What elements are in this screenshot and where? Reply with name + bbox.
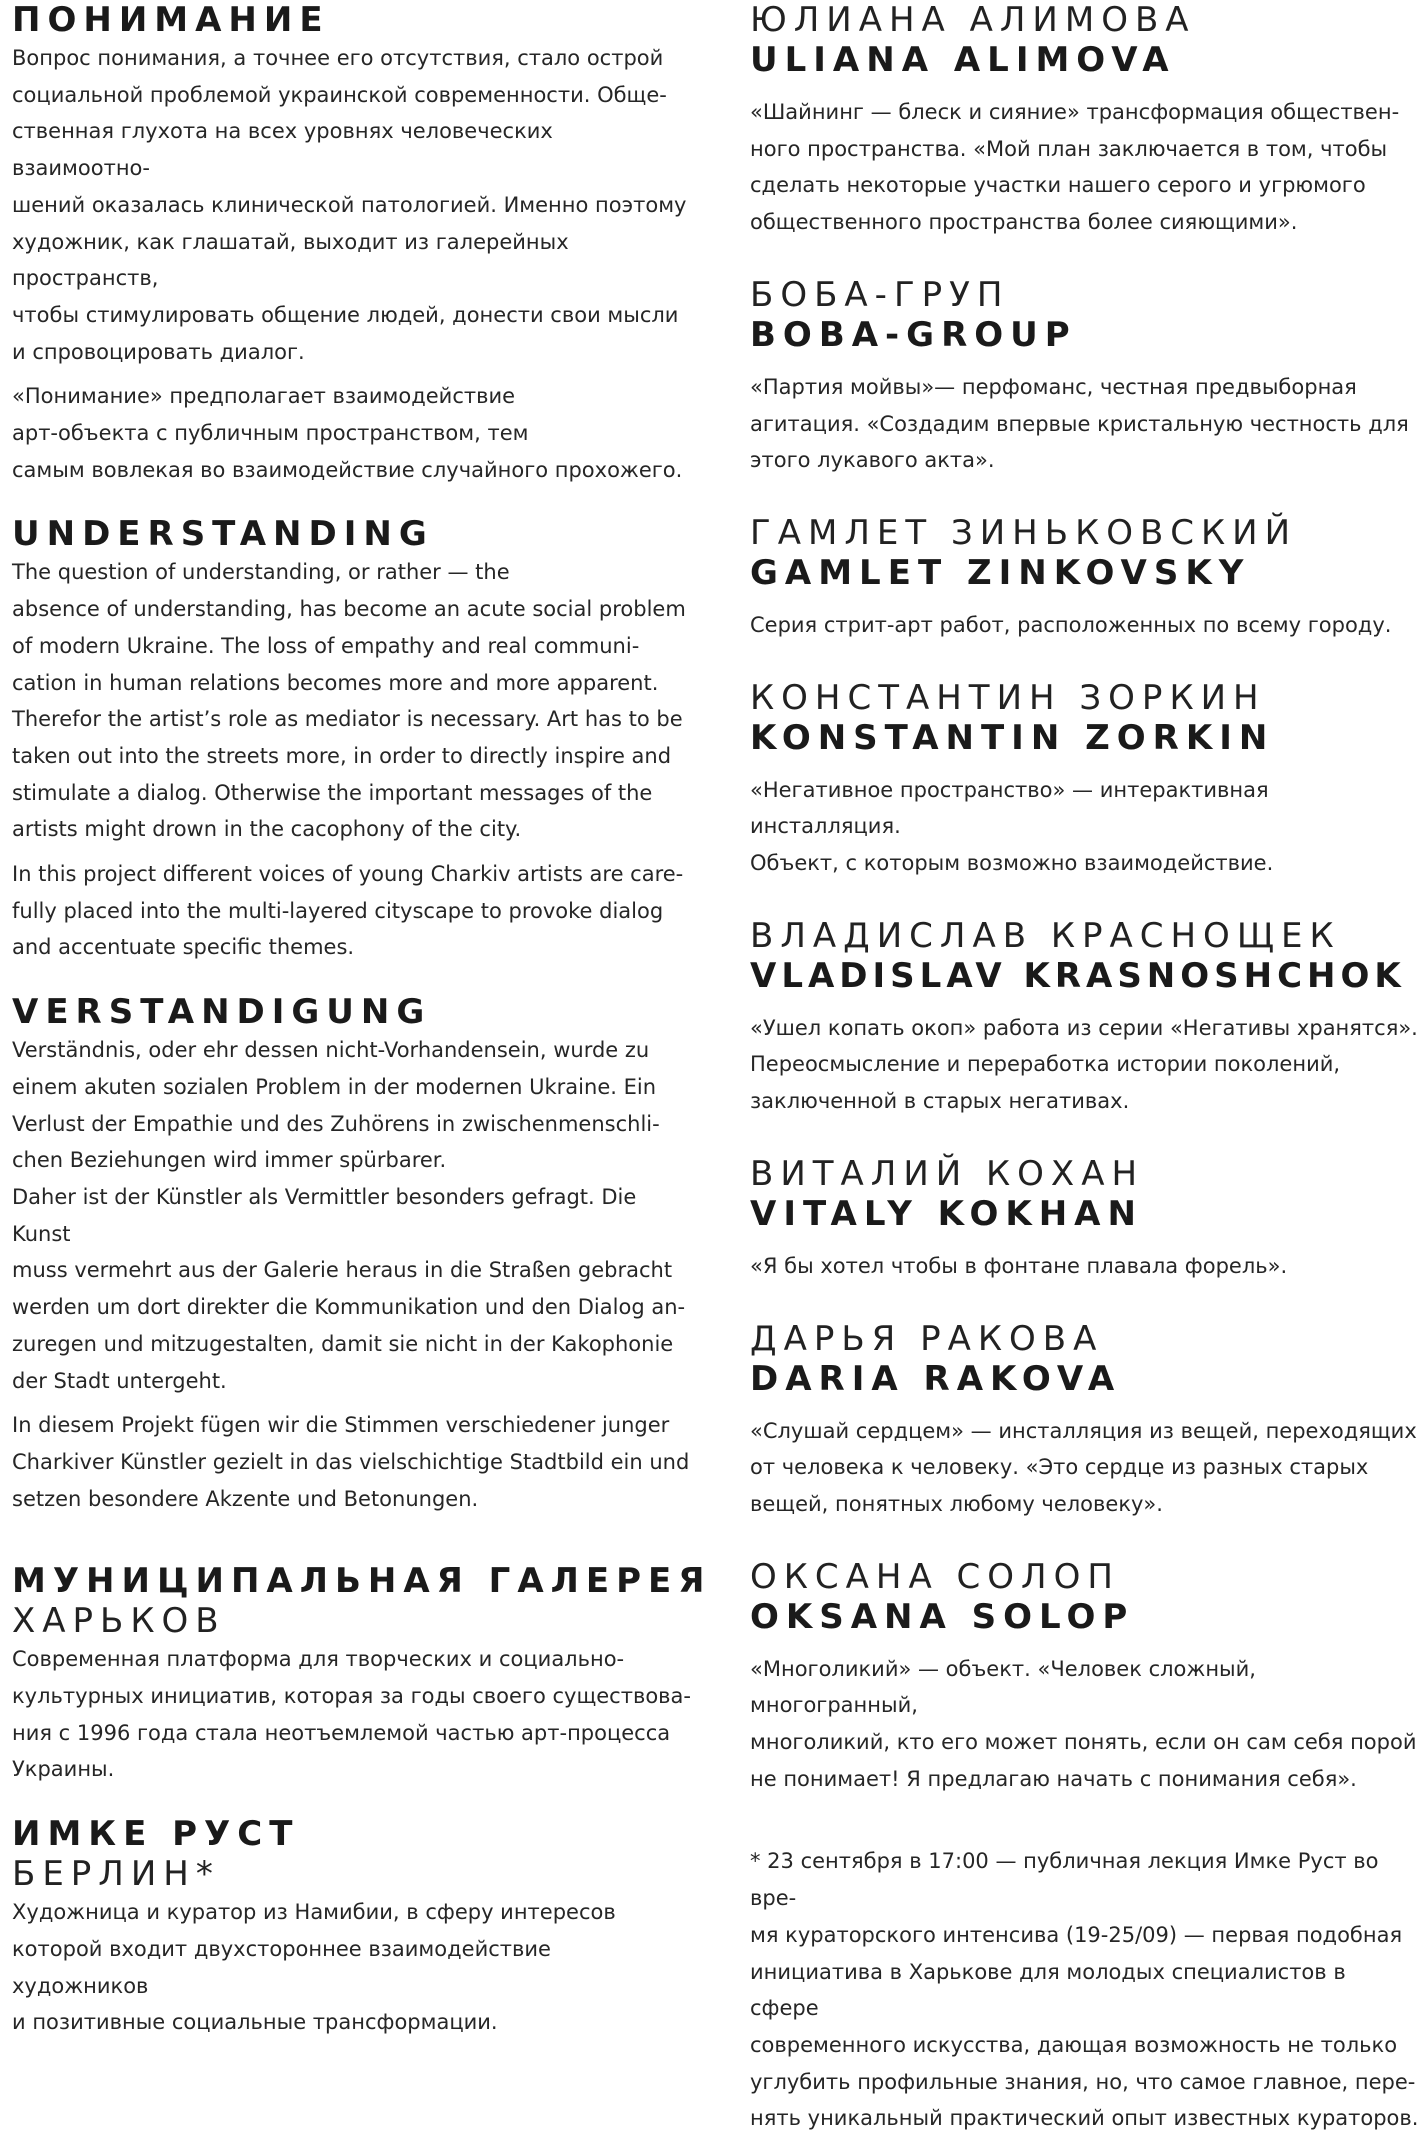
artist-name-ru: ВИТАЛИЙ КОХАН [750,1153,1145,1194]
artist-entry [750,1154,1420,1285]
artist-name-en: DARIA RAKOVA [750,1358,1122,1399]
paragraph: In this project different voices of young Charkiv artists are care- fully placed into the multi-layered cityscape to provoke dialog and accentuate specific themes. [12,862,684,960]
paragraph: The question of understanding, or rather — the absence of understanding, has become an acute social problem of modern Ukraine. The loss of empathy and real communi- cation in human relations becomes more and more apparent. Therefor the artist’s role as mediator is necessary. Art has to be taken out into the streets more, in order to directly inspire and stimulate a dialog. Otherwise the important messages of the artists might drown in the cacophony of the city. [12,560,686,842]
section-understanding-ru [12,0,692,488]
curator-name: ИМКЕ РУСТ [12,1814,300,1855]
artist-name-ru: ДАРЬЯ РАКОВА [750,1318,1104,1359]
artist-description: «Шайнинг — блеск и сияние» трансформация обществен- ного пространства. «Мой план заключается в том, чтобы сделать некоторые участки нашего серого и угрюмого общественного пространства более сияющими». [750,100,1400,235]
curator-text: Художница и куратор из Намибии, в сферу интересов которой входит двухстороннее взаимодействие художников и позитивные социальные трансформации. [12,1900,616,2035]
artist-description: «Партия мойвы»— перфоманс, честная предвыборная агитация. «Создадим впервые кристальную честность для этого лукавого акта». [750,374,1409,473]
gallery-title: МУНИЦИПАЛЬНАЯ ГАЛЕРЕЯ [12,1561,712,1602]
artist-description: «Негативное пространство» — интерактивная инсталляция. Объект, с которым возможно взаимодействие. [750,777,1274,876]
artist-entry [750,1557,1420,1798]
artist-description: «Многоликий» — объект. «Человек сложный, многогранный, многоликий, кто его может понять, если он сам себя порой не понимает! Я предлагаю начать с понимания себя». [750,1656,1417,1791]
paragraph: «Понимание» предполагает взаимодействие арт-объекта с публичным пространством, тем самым вовлекая во взаимодействие случайного прохожего. [12,384,683,482]
artist-name-ru: ГАМЛЕТ ЗИНЬКОВСКИЙ [750,512,1298,553]
section-curator [12,1814,692,2041]
left-column [12,0,712,2067]
artist-entry [750,916,1420,1120]
paragraph: Verständnis, oder ehr dessen nicht-Vorhandensein, wurde zu einem akuten sozialen Problem in der modernen Ukraine. Ein Verlust der Empathie und des Zuhörens in zwischenmenschli- chen Beziehungen wird immer spürbarer. Daher ist der Künstler als Vermittler besonders gefragt. Die Kunst muss vermehrt aus der Galerie heraus in die Straßen gebracht werden um dort direkter die Kommunikation und den Dialog an- zuregen und mitzugestalten, damit sie nicht in der Kakophonie der Stadt untergeht. [12,1038,686,1393]
gallery-text: Современная платформа для творческих и социально- культурных инициатив, которая за годы своего существова- ния с 1996 года стала неотъемлемой частью арт-процесса Украины. [12,1647,691,1782]
artist-description: «Слушай сердцем» — инсталляция из вещей, переходящих от человека к человеку. «Это сердце из разных старых вещей, понятных любому человеку». [750,1418,1417,1516]
curator-city: БЕРЛИН* [12,1854,220,1895]
section-title: ПОНИМАНИЕ [12,0,330,40]
artist-entry [750,275,1420,479]
artist-name-en: OKSANA SOLOP [750,1596,1135,1637]
artist-name-ru: БОБА-ГРУП [750,274,1010,315]
gallery-city: ХАРЬКОВ [12,1601,226,1642]
section-title: VERSTANDIGUNG [12,992,432,1033]
artist-name-en: VITALY KOKHAN [750,1193,1143,1234]
artist-name-en: ULIANA ALIMOVA [750,40,1176,80]
artist-name-en: KONSTANTIN ZORKIN [750,717,1275,758]
artist-entry [750,513,1420,644]
artist-name-en: BOBA-GROUP [750,314,1077,355]
right-column [750,0,1420,2137]
artist-description: «Ушел копать окоп» работа из серии «Негативы хранятся». Переосмысление и переработка истории поколений, заключенной в старых негативах. [750,1015,1418,1114]
artist-name-en: VLADISLAV KRASNOSHCHOK [750,955,1406,996]
artist-description: Серия стрит-арт работ, расположенных по всему городу. [750,612,1392,637]
paragraph: Вопрос понимания, а точнее его отсутствия, стало острой социальной проблемой украинской современности. Обще- ственная глухота на всех уровнях человеческих взаимоотно- шений оказалась клинической патологией. Именно поэтому художник, как глашатай, выходит из галерейных пространств, чтобы стимулировать общение людей, донести свои мысли и спровоцировать диалог. [12,46,687,364]
artist-name-ru: ВЛАДИСЛАВ КРАСНОЩЕК [750,915,1341,956]
section-gallery [12,1561,712,1788]
paragraph: In diesem Projekt fügen wir die Stimmen verschiedener junger Charkiver Künstler gezielt in das vielschichtige Stadtbild ein und setzen besondere Akzente und Betonungen. [12,1413,690,1511]
artist-name-ru: ОКСАНА СОЛОП [750,1556,1120,1597]
section-understanding-en [12,514,692,966]
artist-name-en: GAMLET ZINKOVSKY [750,552,1251,593]
section-understanding-de [12,992,692,1517]
artist-description: «Я бы хотел чтобы в фонтане плавала форель». [750,1253,1288,1278]
footnote: * 23 сентября в 17:00 — публичная лекция Имке Руст во вре- мя кураторского интенсива (19-25/09) — первая подобная инициатива в Харькове для молодых специалистов в сфере современного искусства, дающая возможность не только углубить профильные знания, но, что самое главное, пере- нять уникальный практический опыт известных кураторов. [750,1849,1419,2131]
artist-entry [750,1319,1420,1523]
artist-entry [750,0,1420,241]
artist-entry [750,678,1420,882]
artist-name-ru: КОНСТАНТИН ЗОРКИН [750,677,1266,718]
section-title: UNDERSTANDING [12,514,434,555]
artist-name-ru: ЮЛИАНА АЛИМОВА [750,0,1196,40]
